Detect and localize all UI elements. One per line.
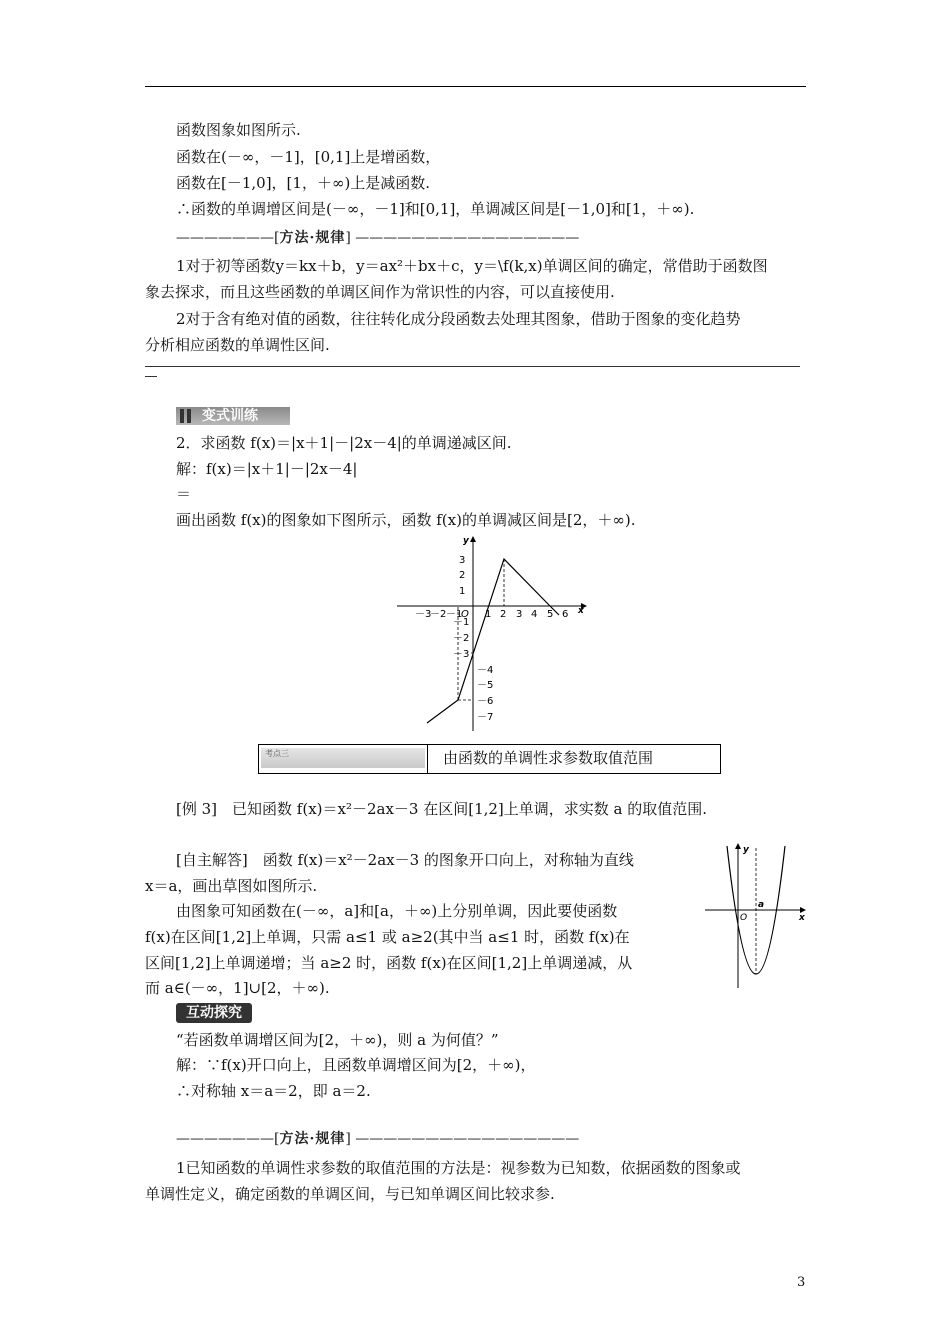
y-tick: －7 <box>477 712 494 723</box>
solution-line: ＝ <box>176 485 192 503</box>
text-line: 函数在(－∞，－1]，[0,1]上是增函数， <box>176 148 441 166</box>
piecewise-graph <box>395 533 595 733</box>
question-line: 解：∵f(x)开口向上，且函数单调增区间为[2，＋∞)， <box>176 1056 536 1074</box>
graph2-a-label: a <box>758 900 765 910</box>
header-rule <box>145 86 806 87</box>
x-tick: 1 <box>485 609 492 620</box>
topic-badge <box>259 745 428 773</box>
text-line: 函数在[－1,0]，[1，＋∞)上是减函数. <box>176 174 431 192</box>
question-line: ∴对称轴 x＝a＝2，即 a＝2. <box>176 1082 371 1100</box>
topic-banner <box>258 744 721 774</box>
x-tick: 4 <box>531 609 538 620</box>
y-tick: 2 <box>459 570 466 581</box>
method-label: 方法·规律 <box>279 230 346 246</box>
solution-line: 画出函数 f(x)的图象如下图所示，函数 f(x)的单调减区间是[2，＋∞). <box>176 511 636 529</box>
solution-line: 解：f(x)＝|x＋1|－|2x－4| <box>176 460 358 478</box>
graph1-y-label: y <box>463 536 469 546</box>
x-tick: 3 <box>516 609 523 620</box>
y-tick: －3 <box>453 649 470 660</box>
text-line: 单调性定义，确定函数的单调区间，与已知单调区间比较求参. <box>145 1185 555 1203</box>
problem-statement: 2．求函数 f(x)＝|x＋1|－|2x－4|的单调递减区间. <box>176 434 512 452</box>
solution-line: x＝a，画出草图如图所示. <box>145 877 318 895</box>
solution-line: 区间[1,2]上单调递增；当 a≥2 时，函数 f(x)在区间[1,2]上单调递减，从 <box>145 954 633 972</box>
y-tick: －6 <box>477 696 494 707</box>
text-line: 2对于含有绝对值的函数，往往转化成分段函数去处理其图象，借助于图象的变化趋势 <box>176 310 741 328</box>
graph2-origin: O <box>740 913 748 923</box>
x-tick: －3 <box>415 609 432 620</box>
graph2-x-label: x <box>799 913 805 923</box>
y-tick: －1 <box>453 617 470 628</box>
method-heading: ———————[方法·规律] ———————————————— <box>176 230 580 246</box>
divider-tail <box>145 376 157 377</box>
y-tick: 3 <box>459 555 466 566</box>
parabola-graph <box>703 840 813 990</box>
solution-line: 而 a∈(－∞，1]∪[2，＋∞). <box>145 979 330 997</box>
question-line: “若函数单调增区间为[2，＋∞)，则 a 为何值？” <box>176 1031 499 1049</box>
y-tick: －5 <box>477 680 494 691</box>
text-line: 函数图象如图所示. <box>176 121 301 139</box>
solution-line: [自主解答] 函数 f(x)＝x²－2ax－3 的图象开口向上，对称轴为直线 <box>176 851 634 869</box>
example-statement: [例 3] 已知函数 f(x)＝x²－2ax－3 在区间[1,2]上单调，求实数 a 的取值范围. <box>176 800 708 818</box>
y-tick: 1 <box>459 586 466 597</box>
solution-line: f(x)在区间[1,2]上单调，只需 a≤1 或 a≥2(其中当 a≤1 时，函数 f(x)在 <box>145 928 630 946</box>
solution-line: 由图象可知函数在(－∞，a]和[a，＋∞)上分别单调，因此要使函数 <box>176 902 618 920</box>
topic-small-label: 考点三 <box>261 748 425 768</box>
graph2-y-label: y <box>743 845 749 855</box>
x-tick: 6 <box>562 609 569 620</box>
topic-title: 由函数的单调性求参数取值范围 <box>443 749 654 767</box>
x-tick: －1 <box>446 609 463 620</box>
graph1-x-label: x <box>578 606 584 616</box>
text-line: 象去探求，而且这些函数的单调区间作为常识性的内容，可以直接使用. <box>145 283 615 301</box>
text-line: 1已知函数的单调性求参数的取值范围的方法是：视参数为已知数，依据函数的图象或 <box>176 1159 741 1177</box>
x-tick: 5 <box>547 609 554 620</box>
interactive-explore-tag: 互动探究 <box>176 1003 252 1023</box>
x-tick: 2 <box>500 609 507 620</box>
text-line: 1对于初等函数y＝kx＋b，y＝ax²＋bx＋c，y＝\f(k,x)单调区间的确定，常借助于函数图 <box>176 257 768 275</box>
x-tick: －2 <box>430 609 447 620</box>
text-line: 分析相应函数的单调性区间. <box>145 336 330 354</box>
method-heading: ———————[方法·规律] ———————————————— <box>176 1131 580 1147</box>
section-tag: 变式训练 <box>176 407 290 425</box>
y-tick: －4 <box>477 665 494 676</box>
y-tick: －2 <box>453 633 470 644</box>
text-line: ∴函数的单调增区间是(－∞，－1]和[0,1]，单调减区间是[－1,0]和[1，＋∞). <box>176 200 695 218</box>
page-number: 3 <box>797 1275 806 1290</box>
method-label: 方法·规律 <box>279 1131 346 1147</box>
divider <box>145 366 800 367</box>
x-tick: O <box>461 609 469 620</box>
